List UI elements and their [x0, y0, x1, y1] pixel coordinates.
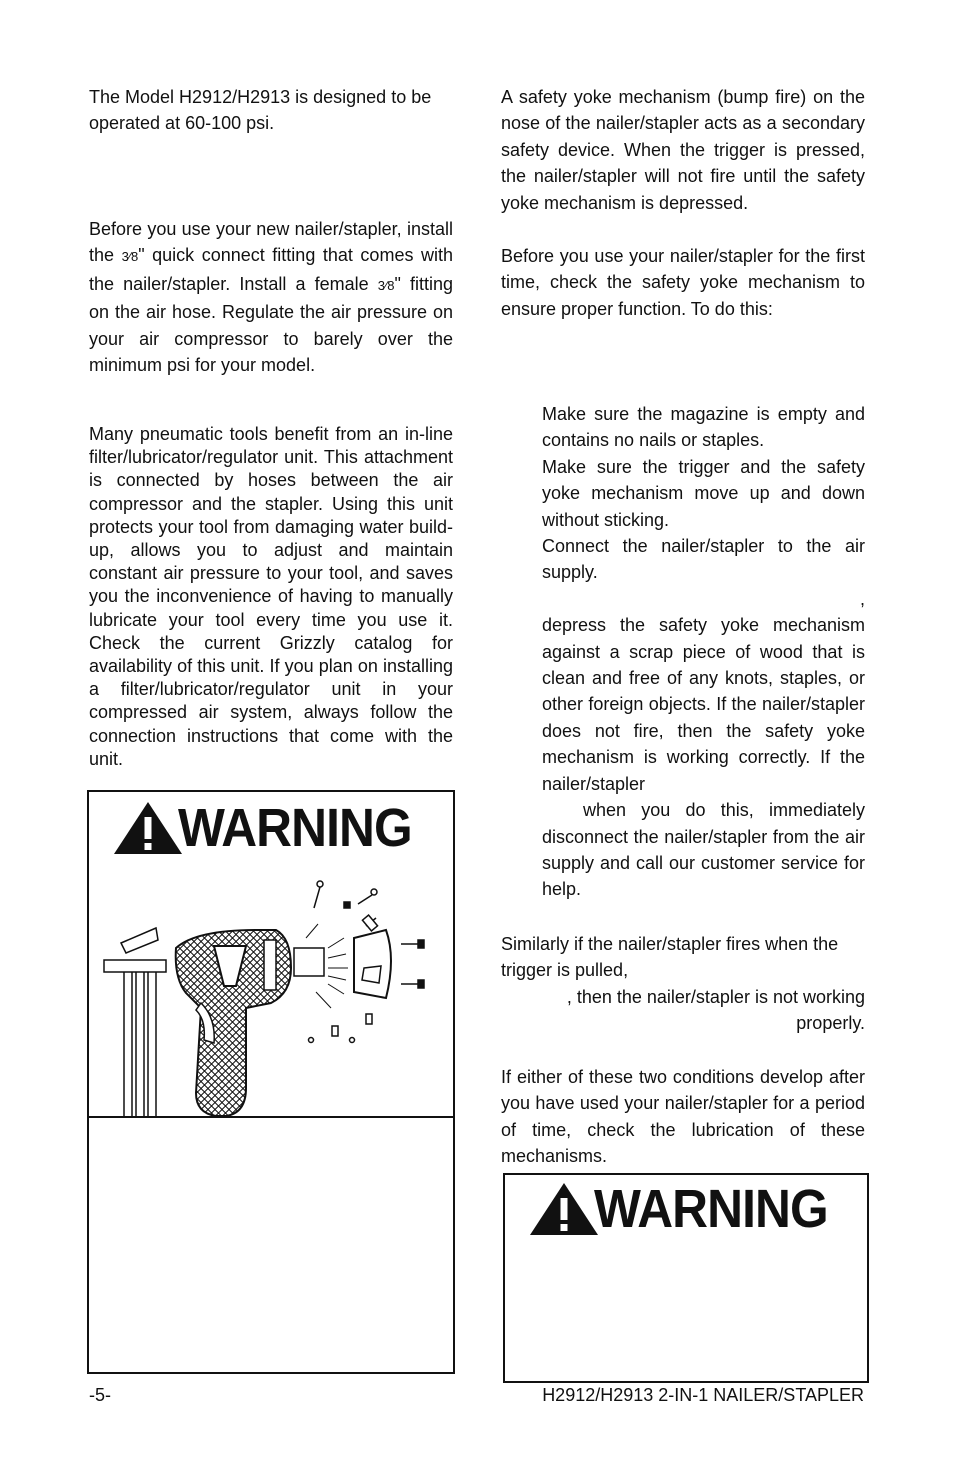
similarly-paragraph	[501, 931, 865, 1037]
fraction-3-8-a: 3⁄8	[121, 249, 139, 265]
filter-text: Many pneumatic tools benefit from an in-line filter/lubricator/regulator unit. This attachment is connected by hoses between the air compressor and the stapler. Using this unit protects your tool from damaging water build-up, allows you to adjust and maintain constant air pressure to your tool, and saves you the inconvenience of having to manually lubricate your tool every time you use it. Check the current Grizzly catalog for availability of this unit. If you plan on installing a filter/lubricator/regulator unit in your compressed air system, always follow the connection instructions that come with the unit.	[89, 424, 453, 769]
warning-title-1: WARNING	[178, 798, 412, 858]
exclamation-triangle-icon	[112, 799, 184, 857]
steps-list	[501, 401, 865, 903]
fitting-text-2: " quick connect fitting that comes with the nailer/stapler. Install a female	[89, 245, 454, 294]
step4-tail: when you do this, immediately disconnect the nailer/stapler from the air supply and call our customer service for help.	[542, 800, 865, 900]
nailer-exploded-view	[96, 868, 451, 1118]
either-text: If either of these two conditions develop after you have used your nailer/stapler for a period of time, check the lubrication of these mechanisms.	[501, 1067, 865, 1167]
fitting-text-3: " fitting on the air hose. Regulate the air pressure on your air compressor to barely over the minimum psi for your model.	[89, 273, 453, 376]
similarly-text-1: Similarly if the nailer/stapler fires when the trigger is pulled,	[501, 934, 839, 981]
fitting-paragraph	[89, 216, 453, 378]
similarly-text-2-right: , then the nailer/stapler is not working properly.	[566, 986, 865, 1034]
list-item: Make sure the trigger and the safety yoke mechanism move up and down without sticking.	[542, 456, 865, 530]
step4-comma: ,	[859, 588, 865, 609]
check-paragraph	[501, 243, 865, 322]
warning-header-2	[528, 1178, 848, 1240]
filter-paragraph	[89, 423, 453, 771]
step4-main: depress the safety yoke mechanism against a scrap piece of wood that is clean and free of any knots, staples, or other foreign objects. If the nailer/stapler does not fire, then the safety yoke mechanism is working correctly. If the nailer/stapler	[542, 615, 865, 794]
intro-paragraph	[89, 84, 453, 137]
list-item: Connect the nailer/stapler to the air supply.	[542, 536, 865, 583]
exclamation-triangle-icon	[528, 1180, 600, 1238]
safety-yoke-paragraph	[501, 84, 865, 216]
fitting-text-1: Before you use your new nailer/stapler, install the	[89, 219, 453, 266]
warning-header-1	[112, 797, 432, 859]
list-item: Make sure the magazine is empty and contains no nails or staples.	[542, 404, 865, 451]
intro-text: The Model H2912/H2913 is designed to be operated at 60-100 psi.	[89, 87, 432, 134]
warning-title-2: WARNING	[594, 1179, 828, 1239]
safety-yoke-text: A safety yoke mechanism (bump fire) on the nose of the nailer/stapler acts as a secondary safety device. When the trigger is pressed, the nailer/stapler will not fire until the safety yoke mechanism is depressed.	[501, 87, 865, 213]
check-text: Before you use your nailer/stapler for the first time, check the safety yoke mechanism to ensure proper function. To do this:	[501, 246, 865, 319]
either-paragraph	[501, 1064, 865, 1170]
page-number: -5-	[89, 1385, 111, 1405]
footer-model-title: H2912/H2913 2-IN-1 NAILER/STAPLER	[542, 1385, 864, 1405]
fraction-3-8-b: 3⁄8	[377, 277, 395, 293]
warning-divider-1	[89, 1116, 453, 1118]
